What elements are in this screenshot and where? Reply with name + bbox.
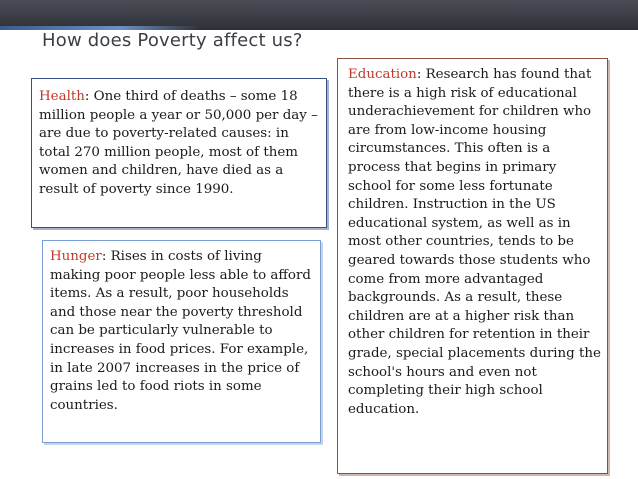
health-lead: Health — [39, 89, 85, 104]
health-textbox — [31, 78, 327, 228]
hunger-lead: Hunger — [50, 249, 102, 264]
slide-title: How does Poverty affect us? — [42, 30, 303, 51]
education-text: : Research has found that there is a high risk of educational underachievement for children who are from low-income housing circumstances. This often is a process that begins in primary school for some less fortunate children. Instruction in the US educational system, as well as in most other countries, tends to be geared towards those students who come from more advantaged backgrounds. As a result, these children are at a higher risk than other children for retention in their grade, special placements during the school's hours and even not completing their high school education. — [348, 67, 601, 417]
hunger-textbox — [42, 240, 321, 443]
health-text: : One third of deaths – some 18 million people a year or 50,000 per day – are due to poverty-related causes: in total 270 million people, most of them women and children, have died as a result of poverty since 1990. — [39, 89, 318, 197]
top-bar — [0, 0, 638, 30]
education-textbox — [337, 58, 608, 474]
education-lead: Education — [348, 67, 417, 82]
hunger-text: : Rises in costs of living making poor people less able to afford items. As a result, poor households and those near the poverty threshold can be particularly vulnerable to increases in food prices. For example, in late 2007 increases in the price of grains led to food riots in some countries. — [50, 249, 311, 413]
